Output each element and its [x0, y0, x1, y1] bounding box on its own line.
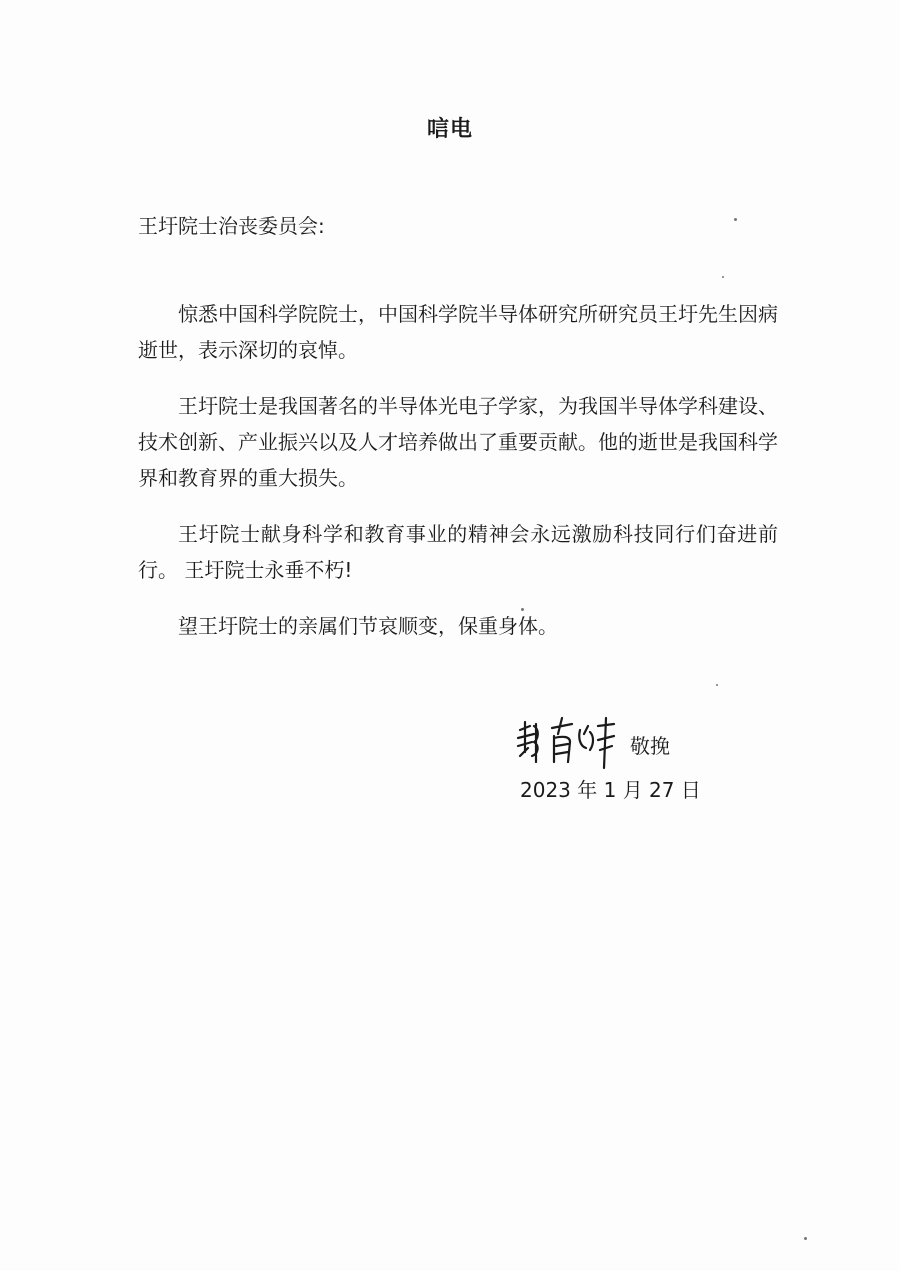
scan-speck [734, 218, 737, 221]
handwritten-signature [514, 712, 622, 772]
letter-date: 2023 年 1 月 27 日 [520, 778, 701, 802]
scan-speck [722, 276, 724, 278]
paragraph-3: 王圩院士献身科学和教育事业的精神会永远激励科技同行们奋进前行。 王圩院士永垂不朽! [138, 522, 778, 582]
letter-body [138, 296, 778, 664]
paragraph-2: 王圩院士是我国著名的半导体光电子学家，为我国半导体学科建设、技术创新、产业振兴以及人才培养做出了重要贡献。他的逝世是我国科学界和教育界的重大损失。 [138, 394, 778, 490]
letter-title: 唁电 [426, 117, 473, 142]
scan-speck [716, 684, 718, 686]
scan-speck [521, 608, 524, 611]
salutation: 王圩院士治丧委员会: [138, 214, 325, 238]
paragraph-4: 望王圩院士的亲属们节哀顺变，保重身体。 [178, 614, 558, 638]
paragraph-1: 惊悉中国科学院院士，中国科学院半导体研究所研究员王圩先生因病逝世，表示深切的哀悼。 [138, 302, 778, 362]
signature-suffix: 敬挽 [630, 734, 670, 758]
scan-speck [804, 1237, 807, 1240]
signature-block [514, 712, 714, 772]
